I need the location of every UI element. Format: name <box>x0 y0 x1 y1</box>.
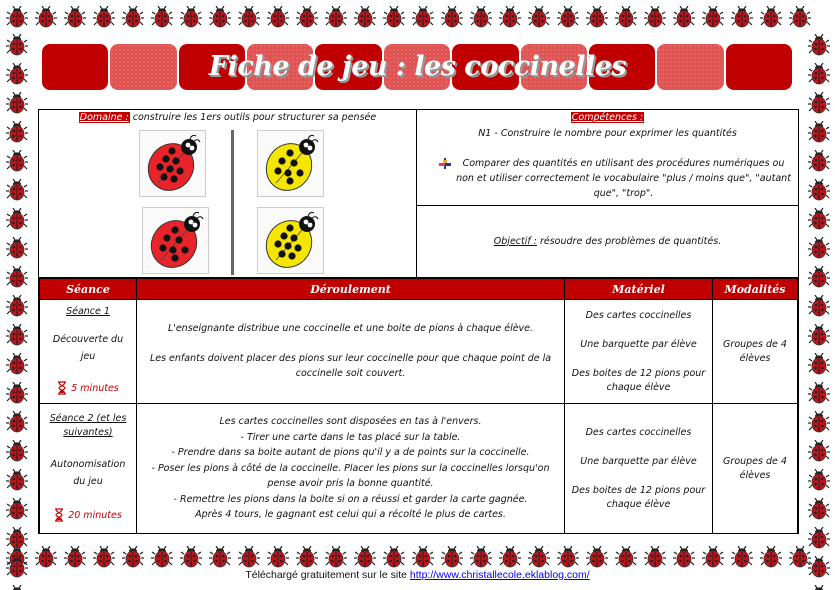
header-materiel: Matériel <box>565 279 713 300</box>
ladybug-icon <box>2 262 31 291</box>
ladybug-card-image <box>142 133 204 195</box>
deroulement-line: - Prendre dans sa boite autant de pions qu'il y a de points sur la coccinelle. <box>171 447 530 459</box>
ladybug-icon <box>804 117 833 146</box>
ladybug-icon <box>553 542 582 571</box>
ladybug-icon <box>263 542 292 571</box>
ladybug-icon <box>408 542 437 571</box>
ladybug-icon <box>804 291 833 320</box>
materiel-item: chaque élève <box>606 381 671 393</box>
table-row <box>40 300 798 404</box>
ladybug-icon <box>804 349 833 378</box>
domain-panel <box>39 110 417 277</box>
materiel-item: Une barquette par élève <box>580 455 697 467</box>
ladybug-icon <box>379 542 408 571</box>
ladybug-icon <box>147 542 176 571</box>
ladybug-icon <box>205 542 234 571</box>
ladybug-icon <box>2 407 31 436</box>
ladybug-icon <box>89 542 118 571</box>
deroulement-line: - Tirer une carte dans le tas placé sur la table. <box>240 431 461 443</box>
ladybug-icon <box>669 542 698 571</box>
competence-n1: N1 - Construire le nombre pour exprimer les quantités <box>478 128 737 139</box>
ladybug-icon <box>31 2 60 31</box>
ladybug-icon <box>2 378 31 407</box>
ladybug-icon <box>263 2 292 31</box>
modalites-cell <box>713 404 798 534</box>
ladybug-icon <box>785 2 814 31</box>
ladybug-icon <box>2 436 31 465</box>
objectif-box <box>417 206 798 277</box>
ladybug-icon <box>350 542 379 571</box>
deroulement-line: Les cartes coccinelles sont disposées en tas à l'envers. <box>219 416 482 428</box>
deroulement-line: - Remettre les pions dans la boite si on a réussi et garder la carte gagnée. <box>173 493 528 505</box>
ladybug-icon <box>2 2 31 31</box>
deroulement-line: - Poser les pions à côté de la coccinelle. Placer les pions sur la coccinelles lorsqu'on <box>151 462 550 474</box>
header-seance: Séance <box>40 279 137 300</box>
objectif-text: résoudre des problèmes de quantités. <box>539 236 722 247</box>
ladybug-icon <box>804 581 833 590</box>
competences-box <box>417 110 798 206</box>
ladybug-icon <box>89 2 118 31</box>
materiel-item: chaque élève <box>606 498 671 510</box>
ladybug-icon <box>2 117 31 146</box>
ladybug-icon <box>495 2 524 31</box>
ladybug-icon <box>524 542 553 571</box>
materiel-cell <box>565 300 713 404</box>
ladybug-icon <box>804 465 833 494</box>
ladybug-card-image <box>260 133 322 195</box>
ladybug-icon <box>495 542 524 571</box>
ladybug-card-yellow-2 <box>257 207 324 274</box>
ladybug-cards <box>139 130 329 275</box>
ladybug-icon <box>437 2 466 31</box>
materiel-item: Une barquette par élève <box>580 338 697 350</box>
header-modalites: Modalités <box>713 279 798 300</box>
ladybug-icon <box>756 542 785 571</box>
modalites-line: Groupes de 4 <box>723 338 787 350</box>
ladybug-icon <box>31 542 60 571</box>
deroulement-line: Après 4 tours, le gagnant est celui qui a récolté le plus de cartes. <box>195 509 506 521</box>
seance-title-1: Séance 2 (et les <box>49 413 127 424</box>
ladybug-icon <box>2 320 31 349</box>
ladybug-icon <box>804 233 833 262</box>
ladybug-icon <box>640 542 669 571</box>
ladybug-icon <box>466 2 495 31</box>
ladybug-icon <box>437 542 466 571</box>
ladybug-border-right <box>804 30 833 590</box>
lesson-sheet <box>38 109 799 534</box>
deroulement-cell <box>137 404 565 534</box>
ladybug-icon <box>804 146 833 175</box>
deroulement-line: L'enseignante distribue une coccinelle et une boite de pions à chaque élève. <box>167 323 534 335</box>
ladybug-icon <box>205 2 234 31</box>
cards-divider <box>231 130 234 275</box>
deroulement-line: pense avoir pris la bonne quantité. <box>267 478 434 490</box>
ladybug-icon <box>804 378 833 407</box>
table-row <box>40 404 798 534</box>
ladybug-icon <box>147 2 176 31</box>
modalites-line: élèves <box>739 469 771 481</box>
ladybug-icon <box>2 523 31 552</box>
ladybug-icon <box>804 407 833 436</box>
ladybug-icon <box>379 2 408 31</box>
ladybug-icon <box>698 542 727 571</box>
ladybug-icon <box>611 542 640 571</box>
ladybug-icon <box>804 494 833 523</box>
ladybug-icon <box>804 175 833 204</box>
competences-label: Compétences : <box>571 112 644 123</box>
duration <box>57 381 119 395</box>
ladybug-icon <box>234 542 263 571</box>
seance-cell <box>40 300 137 404</box>
ladybug-icon <box>582 542 611 571</box>
ladybug-icon <box>727 542 756 571</box>
ladybug-card-yellow-1 <box>257 130 324 197</box>
top-section <box>39 110 798 278</box>
duration-text: 5 minutes <box>71 382 119 394</box>
materiel-item: Des boites de 12 pions pour <box>571 484 706 496</box>
ladybug-border-bottom <box>2 542 814 571</box>
seance-subtitle-2: du jeu <box>73 476 103 487</box>
ladybug-icon <box>321 542 350 571</box>
ladybug-icon <box>669 2 698 31</box>
modalites-cell <box>713 300 798 404</box>
ladybug-icon <box>804 88 833 117</box>
ladybug-icon <box>2 494 31 523</box>
ladybug-card-image <box>260 210 322 272</box>
deroulement-line: coccinelle soit couvert. <box>295 368 406 380</box>
ladybug-icon <box>176 542 205 571</box>
deroulement-cell <box>137 300 565 404</box>
seance-subtitle-1: Découverte du <box>52 334 124 345</box>
ladybug-icon <box>466 542 495 571</box>
ladybug-icon <box>804 262 833 291</box>
footer-link[interactable]: http://www.christallecole.eklablog.com/ <box>409 569 590 581</box>
modalites-line: élèves <box>739 352 771 364</box>
ladybug-icon <box>118 2 147 31</box>
ladybug-icon <box>2 465 31 494</box>
page-title: Fiche de jeu : les coccinelles <box>208 51 627 82</box>
ladybug-icon <box>804 523 833 552</box>
ladybug-icon <box>524 2 553 31</box>
ladybug-card-image <box>145 210 207 272</box>
materiel-item: Des cartes coccinelles <box>585 309 692 321</box>
duration-text: 20 minutes <box>68 509 122 521</box>
ladybug-icon <box>2 146 31 175</box>
ladybug-icon <box>2 233 31 262</box>
ladybug-icon <box>2 204 31 233</box>
competences-panel <box>417 110 798 277</box>
seance-subtitle-2: jeu <box>80 351 96 362</box>
ladybug-icon <box>553 2 582 31</box>
ladybug-icon <box>408 2 437 31</box>
ladybug-icon <box>60 542 89 571</box>
ladybug-icon <box>292 2 321 31</box>
domain-line <box>39 112 416 123</box>
footer <box>0 569 835 581</box>
ladybug-border-top <box>2 2 814 31</box>
sessions-table <box>39 278 798 534</box>
objectif-line <box>417 236 798 247</box>
materiel-item: Des boites de 12 pions pour <box>571 367 706 379</box>
ladybug-icon <box>582 2 611 31</box>
seance-title-2: suivantes) <box>63 427 113 438</box>
ladybug-icon <box>321 2 350 31</box>
ladybug-icon <box>640 2 669 31</box>
materiel-cell <box>565 404 713 534</box>
seance-cell <box>40 404 137 534</box>
ladybug-icon <box>2 349 31 378</box>
objectif-label: Objectif : <box>493 236 537 247</box>
spacer <box>137 337 564 351</box>
competence-item: Comparer des quantités en utilisant des procédures numériques ou non et utiliser correctement le vocabulaire "plus / moins que", "autant que", "trop". <box>456 158 791 199</box>
ladybug-icon <box>804 204 833 233</box>
ladybug-icon <box>2 581 31 590</box>
ladybug-icon <box>698 2 727 31</box>
ladybug-icon <box>350 2 379 31</box>
ladybug-icon <box>611 2 640 31</box>
hourglass-icon <box>57 381 67 395</box>
domain-label: Domaine : <box>79 112 129 123</box>
modalites-line: Groupes de 4 <box>723 455 787 467</box>
header-deroulement: Déroulement <box>137 279 565 300</box>
ladybug-icon <box>118 542 147 571</box>
competences-label-wrap <box>417 112 798 123</box>
ladybug-icon <box>2 291 31 320</box>
ladybug-card-red-1 <box>139 130 206 197</box>
domain-text: construire les 1ers outils pour structurer sa pensée <box>132 112 377 123</box>
ladybug-card-red-2 <box>142 207 209 274</box>
ladybug-icon <box>804 436 833 465</box>
ladybug-icon <box>2 88 31 117</box>
ladybug-icon <box>176 2 205 31</box>
materiel-item: Des cartes coccinelles <box>585 426 692 438</box>
deroulement-line: Les enfants doivent placer des pions sur leur coccinelle pour que chaque point de la <box>149 352 552 364</box>
footer-text: Téléchargé gratuitement sur le site <box>245 569 410 581</box>
ladybug-icon <box>727 2 756 31</box>
table-header-row <box>40 279 798 300</box>
ladybug-icon <box>234 2 263 31</box>
pushpin-bullet-icon <box>439 158 451 170</box>
seance-title: Séance 1 <box>66 306 110 317</box>
seance-subtitle-1: Autonomisation <box>50 459 126 470</box>
ladybug-icon <box>292 542 321 571</box>
hourglass-icon <box>54 508 64 522</box>
ladybug-icon <box>60 2 89 31</box>
ladybug-icon <box>756 2 785 31</box>
duration <box>54 508 122 522</box>
ladybug-border-left <box>2 30 31 590</box>
ladybug-icon <box>2 175 31 204</box>
ladybug-icon <box>804 320 833 349</box>
